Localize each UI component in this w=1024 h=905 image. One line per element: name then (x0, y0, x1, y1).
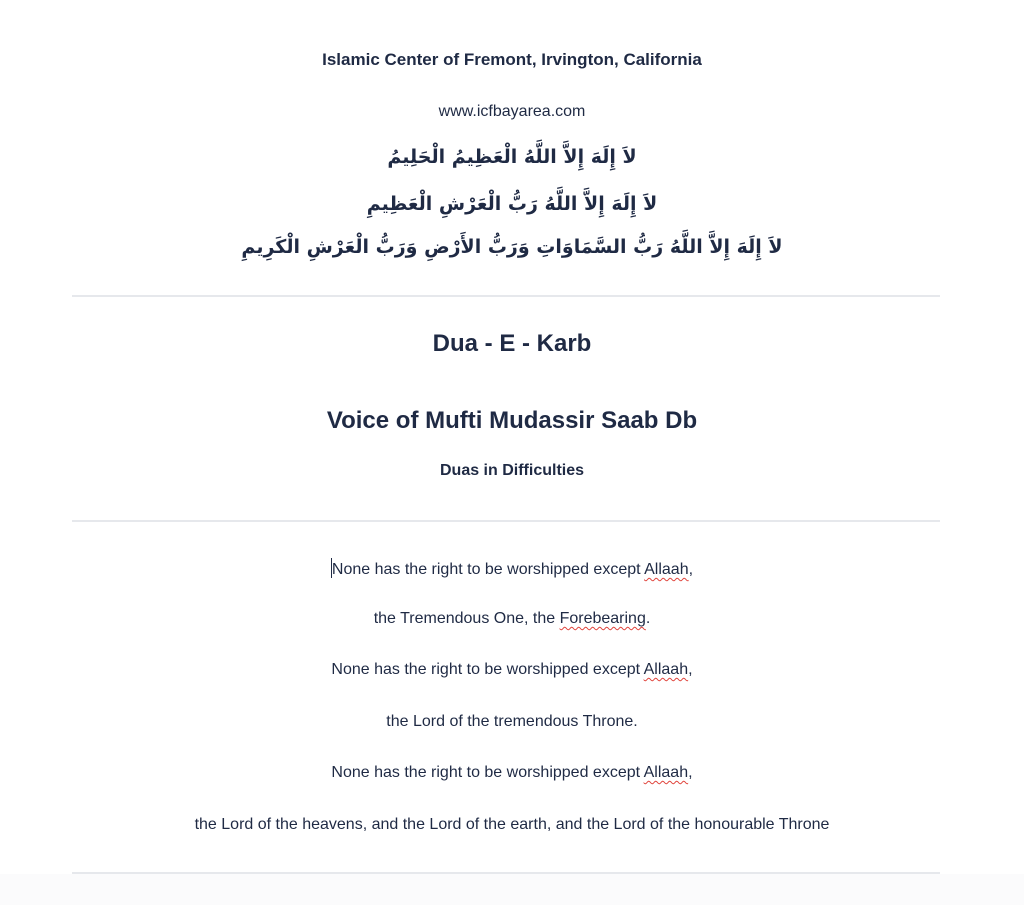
translation-line-3[interactable] (0, 661, 1024, 679)
translation-line-5[interactable] (0, 764, 1024, 782)
translation-line-4[interactable] (0, 713, 1024, 731)
line-punct: , (688, 764, 693, 781)
line-text: the Lord of the heavens, and the Lord of the earth, and the Lord of the honourable Throne (194, 816, 830, 833)
voice-heading: Voice of Mufti Mudassir Saab Db (326, 407, 698, 434)
translation-line-1[interactable] (0, 558, 1024, 579)
line-text: the Lord of the tremendous Throne. (386, 713, 638, 730)
misspelled-word[interactable]: Forebearing (559, 610, 646, 627)
misspelled-word[interactable]: Allaah (643, 661, 689, 678)
line-punct: , (688, 661, 693, 678)
arabic-line-2: لاَ إِلَهَ إِلاَّ اللَّهُ رَبُّ الْعَرْشِ الْعَظِيمِ (366, 193, 658, 215)
divider-middle (72, 520, 940, 522)
page-footer-area (0, 874, 1024, 905)
line-text: None has the right to be worshipped except (331, 661, 644, 678)
website-text: www.icfbayarea.com (438, 103, 586, 120)
section-subtitle: Duas in Difficulties (439, 462, 585, 479)
divider-top (72, 295, 940, 297)
arabic-line-1: لاَ إِلَهَ إِلاَّ اللَّهُ الْعَظِيمُ الْحَلِيمُ (387, 146, 637, 168)
translation-line-6[interactable] (0, 816, 1024, 834)
line-text: None has the right to be worshipped except (331, 764, 644, 781)
line-text: the Tremendous One, the (373, 610, 560, 627)
translation-line-2[interactable] (0, 610, 1024, 628)
misspelled-word[interactable]: Allaah (644, 561, 689, 578)
section-title: Dua - E - Karb (432, 330, 592, 357)
misspelled-word[interactable]: Allaah (643, 764, 689, 781)
organization-name: Islamic Center of Fremont, Irvington, California (322, 50, 702, 69)
arabic-line-3: لاَ إِلَهَ إِلاَّ اللَّهُ رَبُّ السَّمَاوَاتِ وَرَبُّ الأَرْضِ وَرَبُّ الْعَرْشِ الْكَرِيمِ (241, 236, 783, 258)
line-text: None has the right to be worshipped except (331, 561, 645, 578)
line-punct: , (688, 561, 694, 578)
line-punct: . (645, 610, 651, 627)
